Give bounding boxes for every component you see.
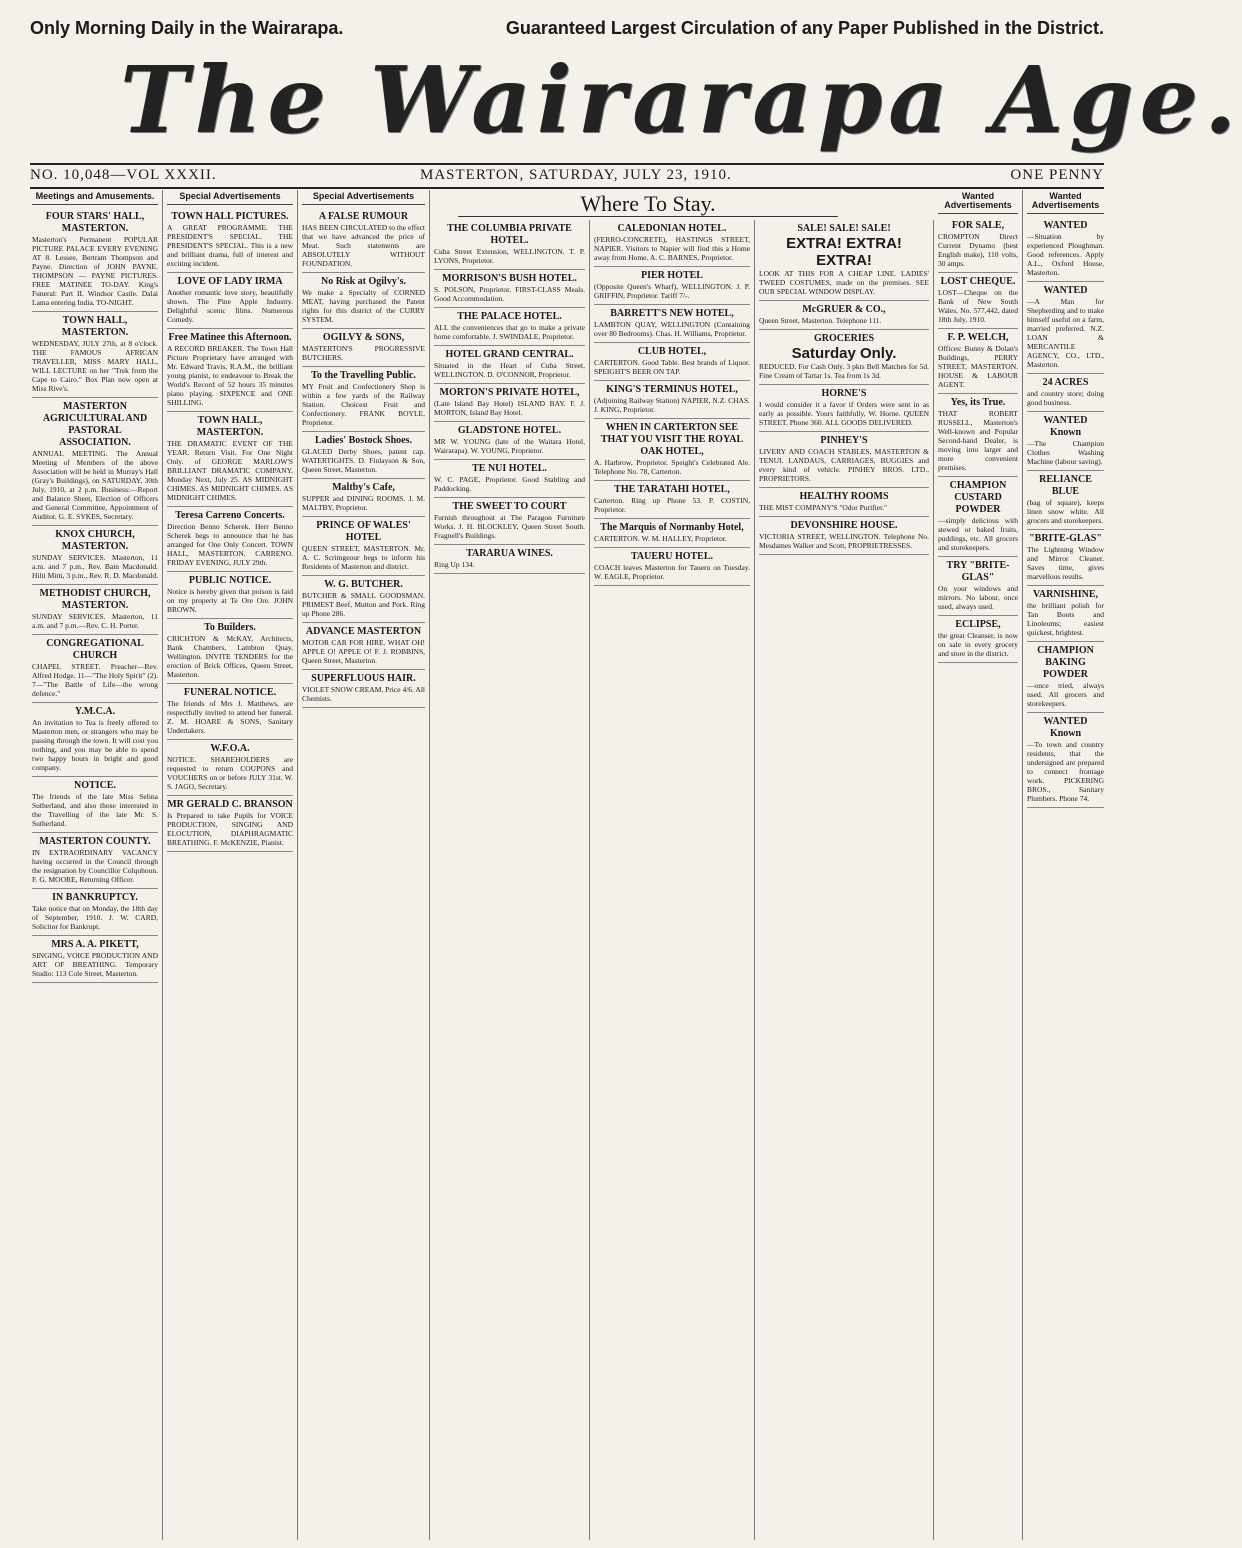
advertisement (1027, 530, 1104, 586)
advertisement (594, 481, 750, 519)
advertisement (434, 498, 585, 545)
ad-body: MASTERTON'S PROGRESSIVE BUTCHERS. (302, 344, 425, 362)
ad-body: (Late Island Bay Hotel) ISLAND BAY. F. J. MORTON, Island Bay Hotel. (434, 399, 585, 417)
ad-title: TAUERU HOTEL. (630, 551, 714, 562)
advertisement (302, 273, 425, 329)
ad-title: THE PALACE HOTEL. (457, 311, 562, 322)
advertisement (1027, 586, 1104, 642)
ad-body: THE DRAMATIC EVENT OF THE YEAR. Return Visit. For One Night Only. of GEORGE MARLOW'S BRILLIANT DRAMATIC COMPANY. Monday Next, July 25. AS MIDNIGHT CHIMES. AS MIDNIGHT CHIMES. AS MIDNIGHT CHIMES. (167, 439, 293, 502)
advertisement (594, 220, 750, 267)
advertisement (938, 273, 1018, 329)
advertisement (759, 488, 929, 517)
ad-body: The friends of Mrs J. Matthews, are respectfully invited to attend her funeral. Z. M. HOARE & SONS, Sanitary Undertakers. (167, 699, 293, 735)
ad-body: Another romantic love story, beautifully shown. The Pine Apple Industry. Delightful scenic films. Numerous Comedy. (167, 288, 293, 324)
ad-title: MASTERTON AGRICULTURAL AND PASTORAL ASSOCIATION. (42, 401, 148, 448)
ad-display-line: EXTRA! EXTRA! EXTRA! (786, 235, 902, 269)
advertisement (434, 545, 585, 574)
ad-title: OGILVY & SONS, (322, 332, 405, 343)
ad-title: CALEDONIAN HOTEL. (617, 223, 727, 234)
advertisement (32, 526, 158, 585)
column-3 (298, 190, 430, 1540)
ad-title: KING'S TERMINUS HOTEL, (606, 384, 738, 395)
ad-body: CRICHTON & McKAY, Architects, Bank Chambers, Lambton Quay, Wellington. INVITE TENDERS for the erection of Brick Offices, Queen Street, Masterton. (167, 634, 293, 679)
ad-body: CROMPTON Direct Current Dynamo (best English make), 110 volts, 30 amps. (938, 232, 1018, 268)
advertisement (594, 519, 750, 548)
ad-title: No Risk at Ogilvy's. (320, 276, 406, 287)
advertisement (594, 548, 750, 586)
advertisement (594, 343, 750, 381)
advertisement (1027, 374, 1104, 412)
ad-body: I would consider it a favor if Orders were sent in as early as possible. Yours faithfully, W. Horne. QUEEN STREET. Phone 360. ALL GOODS DELIVERED. (759, 400, 929, 427)
issue-number: NO. 10,048—VOL XXXII. (30, 167, 217, 183)
advertisement (167, 329, 293, 412)
ad-title: TE NUI HOTEL. (472, 463, 547, 474)
ad-title: "BRITE-GLAS" (1029, 533, 1102, 544)
ad-body: (Opposite Queen's Wharf), WELLINGTON. J. P. GRIFFIN, Proprietor. Tariff 7/-. (594, 282, 750, 300)
ad-body: SUNDAY SERVICES. Masterton, 11 a.m. and 7 p.m., Rev. Bain Macdonald. Hilti Mitti, 3 p.m., Rev. R. D. Macdonald. (32, 553, 158, 580)
column-heading: Special Advertisements (302, 190, 425, 205)
ad-body: GLACED Derby Shoes, patent cap. WATERTIGHTS. D. Finlayson & Son, Queen Street, Masterton. (302, 447, 425, 474)
ad-body: We make a Specialty of CORNED MEAT, having purchased the Patent rights for this district of the CURRY SYSTEM. (302, 288, 425, 324)
ad-body: CARTERTON. Good Table. Best brands of Liquor. SPEIGHT'S BEER ON TAP. (594, 358, 750, 376)
advertisement (434, 384, 585, 422)
advertisement (938, 477, 1018, 557)
ad-body: —simply delicious with stewed or baked fruits, puddings, etc. All grocers and storekeepers. (938, 516, 1018, 552)
ad-body: BUTCHER & SMALL GOODSMAN. PRIMEST Beef, Mutton and Pork. Ring up Phone 286. (302, 591, 425, 618)
ad-title: WANTED Known (1043, 716, 1088, 739)
ad-body: the great Cleanser, is now on sale in every grocery and store in the district. (938, 631, 1018, 658)
ad-display-line: Saturday Only. (791, 345, 897, 362)
advertisement (759, 301, 929, 330)
advertisement (32, 635, 158, 703)
ad-body: THE MIST COMPANY'S "Odor Purifier." (759, 503, 888, 512)
advertisement (32, 777, 158, 833)
ad-body: CHAPEL STREET. Preacher—Rev. Alfred Hodge. 11—"The Holy Spirit" (2). 7—"The Battle of Life—the wrong defence." (32, 662, 158, 698)
ad-body: Take notice that on Monday, the 18th day of September, 1910. J. W. CARD, Solicitor for Bankrupt. (32, 904, 158, 931)
ad-title: TARARUA WINES. (466, 548, 553, 559)
advertisement (302, 208, 425, 273)
advertisement (938, 616, 1018, 663)
ad-body: LAMBTON QUAY, WELLINGTON (Containing over 80 Bedrooms). Chas. H. Williams, Proprietor. (594, 320, 750, 338)
column-heading: Special Advertisements (167, 190, 293, 205)
ad-body: Direction Benno Scherek. Herr Benno Scherek begs to announce that he has arranged for One Only Concert. TOWN HALL, MASTERTON. CARRENO. FRIDAY EVENING, JULY 29th. (167, 522, 293, 567)
ad-title: WHEN IN CARTERTON SEE THAT YOU VISIT THE ROYAL OAK HOTEL, (600, 422, 744, 457)
ad-body: ANNUAL MEETING. The Annual Meeting of Members of the above Association will be held in Murray's Hall (Gray's Buildings), on SATURDAY, 30th July, 1910, at 2 p.m. Business:—Report and Balance Sheet, Election of Officers and General Committee, Appointment of Auditor. G. E. SYKES, Secretary. (32, 449, 158, 521)
ad-body: A GREAT PROGRAMME. THE PRESIDENT'S SPECIAL. THE PRESIDENT'S SPECIAL. This is a new and brilliant drama, full of interest and exciting incident. (167, 223, 293, 268)
ad-title: MR GERALD C. BRANSON (167, 799, 293, 810)
ad-title: TOWN HALL PICTURES. (171, 211, 289, 222)
ad-title: WANTED (1043, 285, 1088, 296)
ad-title: McGRUER & CO., (802, 304, 886, 315)
ad-body: Masterton's Permanent POPULAR PICTURE PALACE EVERY EVENING AT 8. Lessee, Bertram Thompson and Payne. Direction of JOHN PAYNE. THOMPSON — PAYNE PICTURES. FREE MATINEE TO-DAY. King's Funeral: Part II. Windsor Castle. Dalai Lama entering India. TO-NIGHT. (32, 235, 158, 307)
ad-body: Cuba Street Extension, WELLINGTON. T. P. LYONS, Proprietor. (434, 247, 585, 265)
advertisement (1027, 471, 1104, 530)
ad-body: Situated in the Heart of Cuba Street, WELLINGTON. D. O'CONNOR, Proprietor. (434, 361, 585, 379)
ad-title: Teresa Carreno Concerts. (175, 510, 285, 521)
ad-body: MOTOR CAR FOR HIRE. WHAT OH! APPLE O! APPLE O! F. J. ROBBINS, Queen Street, Masterton. (302, 638, 425, 665)
advertisement (1027, 217, 1104, 282)
ad-title: HORNE'S (821, 388, 867, 399)
ad-body: SINGING, VOICE PRODUCTION AND ART OF BREATHING. Temporary Studio: 113 Cole Street, Masterton. (32, 951, 158, 978)
ad-title: W. G. BUTCHER. (324, 579, 403, 590)
ad-title: DEVONSHIRE HOUSE. (790, 520, 898, 531)
ad-title: TRY "BRITE-GLAS" (946, 560, 1010, 583)
ad-title: SALE! SALE! SALE! (797, 223, 891, 234)
advertisement (759, 432, 929, 488)
column-5 (590, 220, 755, 1540)
ad-title: IN BANKRUPTCY. (52, 892, 138, 903)
ad-title: PINHEY'S (820, 435, 868, 446)
ad-title: METHODIST CHURCH, MASTERTON. (39, 588, 151, 611)
ad-title: MASTERTON COUNTY. (39, 836, 151, 847)
advertisement (1027, 642, 1104, 713)
ad-title: MORRISON'S BUSH HOTEL. (442, 273, 577, 284)
ad-title: THE SWEET TO COURT (452, 501, 567, 512)
ad-title: Free Matinee this Afternoon. (168, 332, 292, 343)
advertisement (167, 507, 293, 572)
ad-body: REDUCED. For Cash Only. 3 pkts Bell Matches for 5d. Fine Cream of Tartar 1s. Tea from 1s 3d. (759, 362, 929, 380)
ad-body: THAT ROBERT RUSSELL, Masterton's Well-known and Popular Second-hand Dealer, is moving into larger and more convenient premises. (938, 409, 1018, 472)
ad-title: F. P. WELCH, (947, 332, 1009, 343)
advertisement (32, 208, 158, 312)
advertisement (32, 703, 158, 777)
advertisement (167, 572, 293, 619)
ad-title: MORTON'S PRIVATE HOTEL, (439, 387, 580, 398)
ad-body: NOTICE. SHAREHOLDERS are requested to return COUPONS and VOUCHERS on or before JULY 31st. W. S. JAGO, Secretary. (167, 755, 293, 791)
ad-body: —The Champion Clothes Washing Machine (labour saving). (1027, 439, 1104, 466)
advertisement (434, 220, 585, 270)
ad-title: CONGREGATIONAL CHURCH (46, 638, 144, 661)
columns-area (28, 190, 1108, 1540)
advertisement (167, 619, 293, 684)
masthead-title: The Wairarapa Age. (120, 46, 1242, 154)
dateline (30, 163, 1104, 189)
advertisement (32, 936, 158, 983)
ad-body: Furnish throughout at The Paragon Furniture Works. J. H. BLOCKLEY, Queen Street South. Fragnell's Buildings. (434, 513, 585, 540)
advertisement (302, 623, 425, 670)
ad-title: BARRETT'S NEW HOTEL, (610, 308, 734, 319)
advertisement (938, 557, 1018, 616)
advertisement (434, 346, 585, 384)
advertisement (434, 460, 585, 498)
ad-title: CLUB HOTEL, (637, 346, 707, 357)
ad-title: Yes, its True. (950, 397, 1006, 408)
ad-title: ADVANCE MASTERTON (305, 626, 422, 637)
column-1 (28, 190, 163, 1540)
ad-title: FOR SALE, (951, 220, 1005, 231)
advertisement (1027, 282, 1104, 374)
advertisement (167, 796, 293, 852)
advertisement (759, 330, 929, 385)
advertisement (1027, 412, 1104, 471)
advertisement (594, 419, 750, 481)
ad-title: TOWN HALL, MASTERTON. (61, 315, 129, 338)
column-4 (430, 220, 590, 1540)
ad-title: Ladies' Bostock Shoes. (315, 435, 412, 446)
ad-body: S. POLSON, Proprietor. FIRST-CLASS Meals. Good Accommodation. (434, 285, 585, 303)
column-2 (163, 190, 298, 1540)
column-6 (755, 220, 934, 1540)
ad-title: RELIANCE BLUE (1039, 474, 1092, 497)
ad-title: GLADSTONE HOTEL. (457, 425, 562, 436)
ad-body: —To town and country residents, that the undersigned are prepared to connect frontage work. PICKERING BROS., Sanitary Plumbers. Phone 74. (1027, 740, 1104, 803)
ad-title: PRINCE OF WALES' HOTEL (316, 520, 411, 543)
ad-body: Queen Street, Masterton. Telephone 111. (759, 316, 882, 325)
ad-title: FUNERAL NOTICE. (183, 687, 277, 698)
ad-body: Notice is hereby given that poison is laid on my property at Te Ore Ore. JOHN BROWN. (167, 587, 293, 614)
ad-body: VIOLET SNOW CREAM. Price 4/6. All Chemists. (302, 685, 425, 703)
ad-title: To Builders. (204, 622, 256, 633)
ad-body: Carterton. Ring up Phone 53. P. COSTIN, Proprietor. (594, 496, 750, 514)
advertisement (32, 585, 158, 635)
ad-body: SUPPER and DINING ROOMS. J. M. MALTBY, Proprietor. (302, 494, 425, 512)
advertisement (302, 670, 425, 708)
advertisement (167, 684, 293, 740)
price: ONE PENNY (1010, 167, 1104, 183)
ad-body: An invitation to Tea is freely offered to Masterton men, or strangers who may be passing through the town. It will cost you nothing, and you may be able to spend two happy hours in bright and good company. (32, 718, 158, 772)
advertisement (32, 398, 158, 526)
ad-title: WANTED (1043, 220, 1088, 231)
column-7 (934, 190, 1023, 1540)
advertisement (759, 220, 929, 301)
ad-body: (Adjoining Railway Station) NAPIER, N.Z. CHAS. J. KING, Proprietor. (594, 396, 750, 414)
ad-title: A FALSE RUMOUR (318, 211, 409, 222)
advertisement (938, 217, 1018, 273)
ad-title: 24 ACRES (1042, 377, 1089, 388)
ad-body: A RECORD BREAKER. The Town Hall Picture Proprietary have arranged with Mr. Edward Travis, R.A.M., the brilliant young pianist, to endeavour to Break the World's Record of 52 hours 35 minutes piano playing. SIXPENCE and ONE SHILLING. (167, 344, 293, 407)
ad-body: and country store; doing good business. (1027, 389, 1104, 407)
ad-title: MRS A. A. PIKETT, (51, 939, 139, 950)
advertisement (938, 394, 1018, 477)
advertisement (594, 381, 750, 419)
top-line-left: Only Morning Daily in the Wairarapa. (30, 18, 344, 38)
advertisement (302, 576, 425, 623)
ad-body: (FERRO-CONCRETE), HASTINGS STREET, NAPIER. Visitors to Napier will find this a Home away from Home. A. C. BARNES, Proprietor. (594, 235, 750, 262)
ad-body: LOST—Cheque on the Bank of New South Wales, No. 577,442, dated 18th July, 1910. (938, 288, 1018, 324)
advertisement (167, 273, 293, 329)
ad-title: HOTEL GRAND CENTRAL. (445, 349, 574, 360)
ad-body: The friends of the late Miss Selina Sutherland, and also those interested in the Travelling of the late Mr. S. Sutherland. (32, 792, 158, 828)
ad-body: MY Fruit and Confectionery Shop is within a few yards of the Railway Station. Choicest Fruit and Confectionery. FRANK BOYLE, Proprietor. (302, 382, 425, 427)
ad-title: THE TARATAHI HOTEL, (614, 484, 730, 495)
top-line (30, 18, 1104, 44)
advertisement (302, 479, 425, 517)
ad-body: MR W. YOUNG (late of the Waitara Hotel, Wairarapa). W. YOUNG, Proprietor. (434, 437, 585, 455)
ad-body: ALL the conveniences that go to make a private home comfortable. J. SWINDALE, Proprietor. (434, 323, 585, 341)
advertisement (167, 208, 293, 273)
ad-body: HAS BEEN CIRCULATED to the effect that we have advanced the price of Meat. Such statements are ABSOLUTELY WITHOUT FOUNDATION. (302, 223, 425, 268)
ad-title: The Marquis of Normanby Hotel, (600, 522, 744, 533)
ad-title: NOTICE. (74, 780, 116, 791)
ad-body: Is Prepared to take Pupils for VOICE PRODUCTION, SINGING AND ELOCUTION, DIAPHRAGMATIC BREATHING. F. McKENZIE, Pianist. (167, 811, 293, 847)
ad-title: TOWN HALL, MASTERTON. (196, 415, 264, 438)
ad-title: KNOX CHURCH, MASTERTON. (55, 529, 135, 552)
column-heading: Meetings and Amusements. (32, 190, 158, 205)
advertisement (302, 517, 425, 576)
ad-title: THE COLUMBIA PRIVATE HOTEL. (447, 223, 572, 246)
ad-body: QUEEN STREET, MASTERTON. Mr. A. C. Scrimgeour begs to inform his Residents of Masterton and district. (302, 544, 425, 571)
ad-body: Offices: Bunny & Dolan's Buildings, PERRY STREET, MASTERTON. HOUSE & LABOUR AGENT. (938, 344, 1018, 389)
ad-title: Y.M.C.A. (74, 706, 116, 717)
advertisement (594, 267, 750, 305)
ad-title: VARNISHINE, (1032, 589, 1099, 600)
ad-body: W. C. PAGE, Proprietor. Good Stabling and Paddocking. (434, 475, 585, 493)
advertisement (434, 308, 585, 346)
ad-body: LIVERY AND COACH STABLES, MASTERTON & TENUI. LANDAUS, CARRIAGES, BUGGIES and every kind of vehicle. PINHEY BROS. LTD., PROPRIETORS. (759, 447, 929, 483)
ad-body: —Situation by experienced Ploughman. Good references. Apply A.L., Oxford House, Masterton. (1027, 232, 1104, 277)
ad-title: To the Travelling Public. (311, 370, 416, 381)
ad-body: CARTERTON. W. M. HALLEY, Proprietor. (594, 534, 727, 543)
ad-body: the brilliant polish for Tan Boots and Linoleums; easiest quickest, brightest. (1027, 601, 1104, 637)
ad-title: W.F.O.A. (210, 743, 250, 754)
ad-title: GROCERIES (813, 333, 874, 344)
advertisement (32, 889, 158, 936)
ad-title: FOUR STARS' HALL, MASTERTON. (45, 211, 145, 234)
column-heading: Wanted Advertisements (1027, 190, 1104, 214)
advertisement (302, 432, 425, 479)
ad-body: SUNDAY SERVICES. Masterton, 11 a.m. and 7 p.m.—Rev. C. H. Porter. (32, 612, 158, 630)
ad-title: ECLIPSE, (955, 619, 1001, 630)
advertisement (302, 329, 425, 367)
ad-title: WANTED Known (1043, 415, 1088, 438)
advertisement (938, 329, 1018, 394)
advertisement (434, 270, 585, 308)
ad-title: Maltby's Cafe, (332, 482, 395, 493)
ad-body: —A Man for Shepherding and to make himself useful on a farm, married preferred. N.Z. LOAN & MERCANTILE AGENCY, CO., LTD., Masterton. (1027, 297, 1104, 369)
ad-title: LOST CHEQUE. (940, 276, 1016, 287)
ad-body: The Lightning Window and Mirror Cleaner. Saves time, gives marvellous results. (1027, 545, 1104, 581)
column-heading: Wanted Advertisements (938, 190, 1018, 214)
ad-title: PIER HOTEL (641, 270, 703, 281)
advertisement (302, 367, 425, 432)
ad-title: CHAMPION CUSTARD POWDER (949, 480, 1007, 515)
advertisement (1027, 713, 1104, 808)
advertisement (167, 412, 293, 507)
ad-body: WEDNESDAY, JULY 27th, at 8 o'clock. THE FAMOUS AFRICAN TRAVELLER, MISS MARY HALL, WILL LECTURE on her "Trek from the Cape to Cairo." Box Plan now open at Miss Rive's. (32, 339, 158, 393)
where-to-stay-heading: Where To Stay. (458, 192, 838, 217)
ad-title: CHAMPION BAKING POWDER (1037, 645, 1094, 680)
ad-body: COACH leaves Masterton for Taueru on Tuesday. W. EAGLE, Proprietor. (594, 563, 750, 581)
advertisement (594, 305, 750, 343)
ad-body: (bag of square), keeps linen snow white. All grocers and storekeepers. (1027, 498, 1104, 525)
ad-body: LOOK AT THIS FOR A CHEAP LINE. LADIES' TWEED COSTUMES, made on the premises. SEE OUR SPECIAL WINDOW DISPLAY. (759, 269, 929, 296)
ad-body: Ring Up 134. (434, 560, 475, 569)
advertisement (32, 312, 158, 398)
ad-title: LOVE OF LADY IRMA (177, 276, 283, 287)
ad-body: On your windows and mirrors. No labour, once used, always used. (938, 584, 1018, 611)
ad-title: HEALTHY ROOMS (799, 491, 889, 502)
ad-title: PUBLIC NOTICE. (188, 575, 272, 586)
ad-body: IN EXTRAORDINARY VACANCY having occurred in the Council through the resignation by Councillor Colquhoun. F. G. MOORE, Returning Officer. (32, 848, 158, 884)
top-line-right: Guaranteed Largest Circulation of any Paper Published in the District. (505, 18, 1104, 38)
ad-title: SUPERFLUOUS HAIR. (311, 673, 416, 684)
advertisement (759, 385, 929, 432)
ad-body: A. Harbrow, Proprietor. Speight's Celebrated Ale. Telephone No. 78, Carterton. (594, 458, 750, 476)
advertisement (167, 740, 293, 796)
place-date: MASTERTON, SATURDAY, JULY 23, 1910. (420, 167, 732, 183)
advertisement (32, 833, 158, 889)
ad-body: VICTORIA STREET, WELLINGTON. Telephone No. Mesdames Walker and Scott, PROPRIETRESSES. (759, 532, 929, 550)
column-8 (1023, 190, 1108, 1540)
advertisement (434, 422, 585, 460)
ad-body: —once tried, always used. All grocers and storekeepers. (1027, 681, 1104, 708)
advertisement (759, 517, 929, 555)
